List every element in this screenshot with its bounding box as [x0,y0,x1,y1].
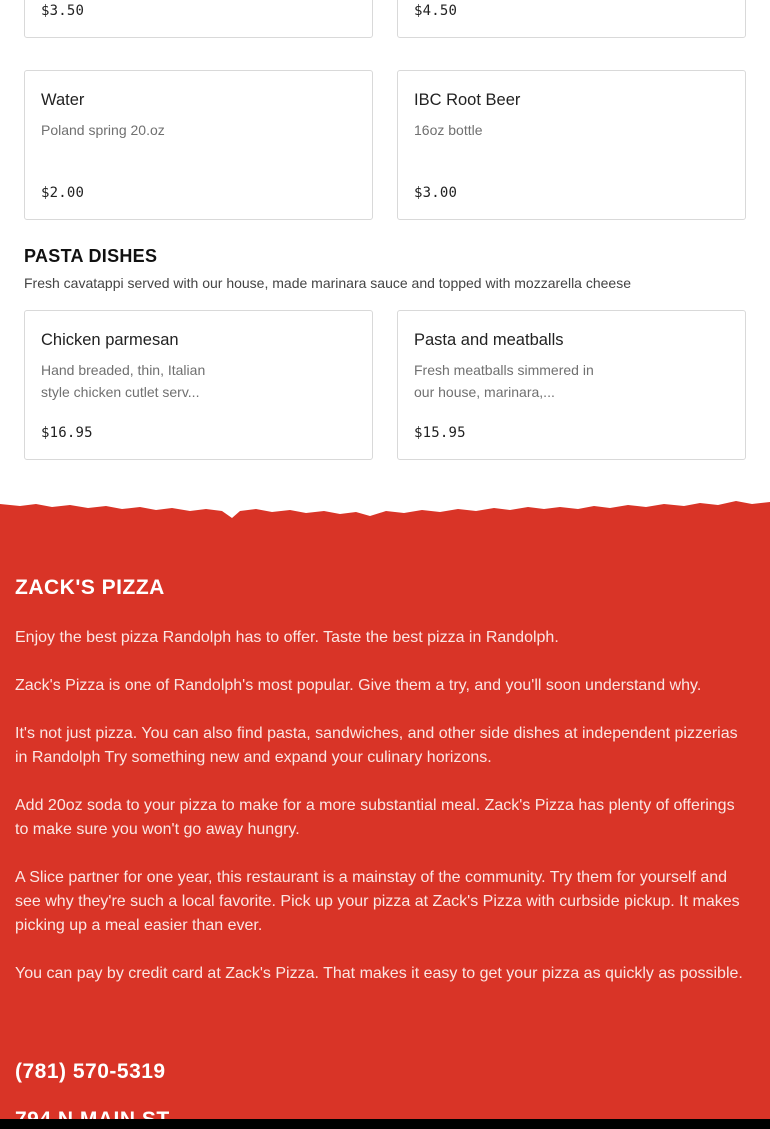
footer-paragraph: A Slice partner for one year, this restaurant is a mainstay of the community. Try them for yourself and see why they're such a local favorite. Pick up your pizza at Zack's Pizza with curbside pickup. It makes picking up a meal easier than ever. [15,869,740,934]
footer-paragraph: Zack's Pizza is one of Randolph's most popular. Give them a try, and you'll soon understand why. [15,677,702,694]
menu-item-name: Pasta and meatballs [414,331,564,349]
footer-paragraph: Enjoy the best pizza Randolph has to offer. Taste the best pizza in Randolph. [15,629,559,646]
menu-item-name: Water [41,91,85,109]
menu-item-price: $15.95 [414,425,466,441]
menu-item-card[interactable] [397,0,746,38]
menu-item-price: $4.50 [414,3,458,19]
menu-item-price: $3.00 [414,185,458,201]
menu-item-card[interactable] [24,0,373,38]
menu-item-water[interactable] [24,70,373,220]
menu-item-price: $2.00 [41,185,85,201]
torn-paper-edge [0,496,770,520]
menu-item-description: Poland spring 20.oz [41,122,165,138]
section-title-pasta: PASTA DISHES [24,246,158,266]
phone-link[interactable]: (781) 570-5319 [15,1060,166,1083]
menu-item-price: $16.95 [41,425,93,441]
menu-item-ibc-root-beer[interactable] [397,70,746,220]
bottom-bar [0,1119,770,1129]
menu-item-description: Fresh meatballs simmered in our house, marinara,... [414,362,594,400]
menu-item-description: Hand breaded, thin, Italian style chicken cutlet serv... [41,362,206,400]
footer-paragraph: You can pay by credit card at Zack's Pizza. That makes it easy to get your pizza as quickly as possible. [15,965,743,982]
menu-item-description: 16oz bottle [414,122,483,138]
menu-item-name: IBC Root Beer [414,91,521,109]
menu-item-price: $3.50 [41,3,85,19]
menu-item-pasta-and-meatballs[interactable] [397,310,746,460]
footer-restaurant-name: ZACK'S PIZZA [15,576,165,599]
footer-paragraph: It's not just pizza. You can also find pasta, sandwiches, and other side dishes at independent pizzerias in Randolph Try something new and expand your culinary horizons. [15,725,738,766]
restaurant-footer [0,496,770,1129]
menu-item-chicken-parmesan[interactable] [24,310,373,460]
menu-item-name: Chicken parmesan [41,331,179,349]
section-description-pasta: Fresh cavatappi served with our house, made marinara sauce and topped with mozzarella cheese [24,275,631,291]
footer-paragraph: Add 20oz soda to your pizza to make for a more substantial meal. Zack's Pizza has plenty of offerings to make sure you won't go away hungry. [15,797,735,838]
